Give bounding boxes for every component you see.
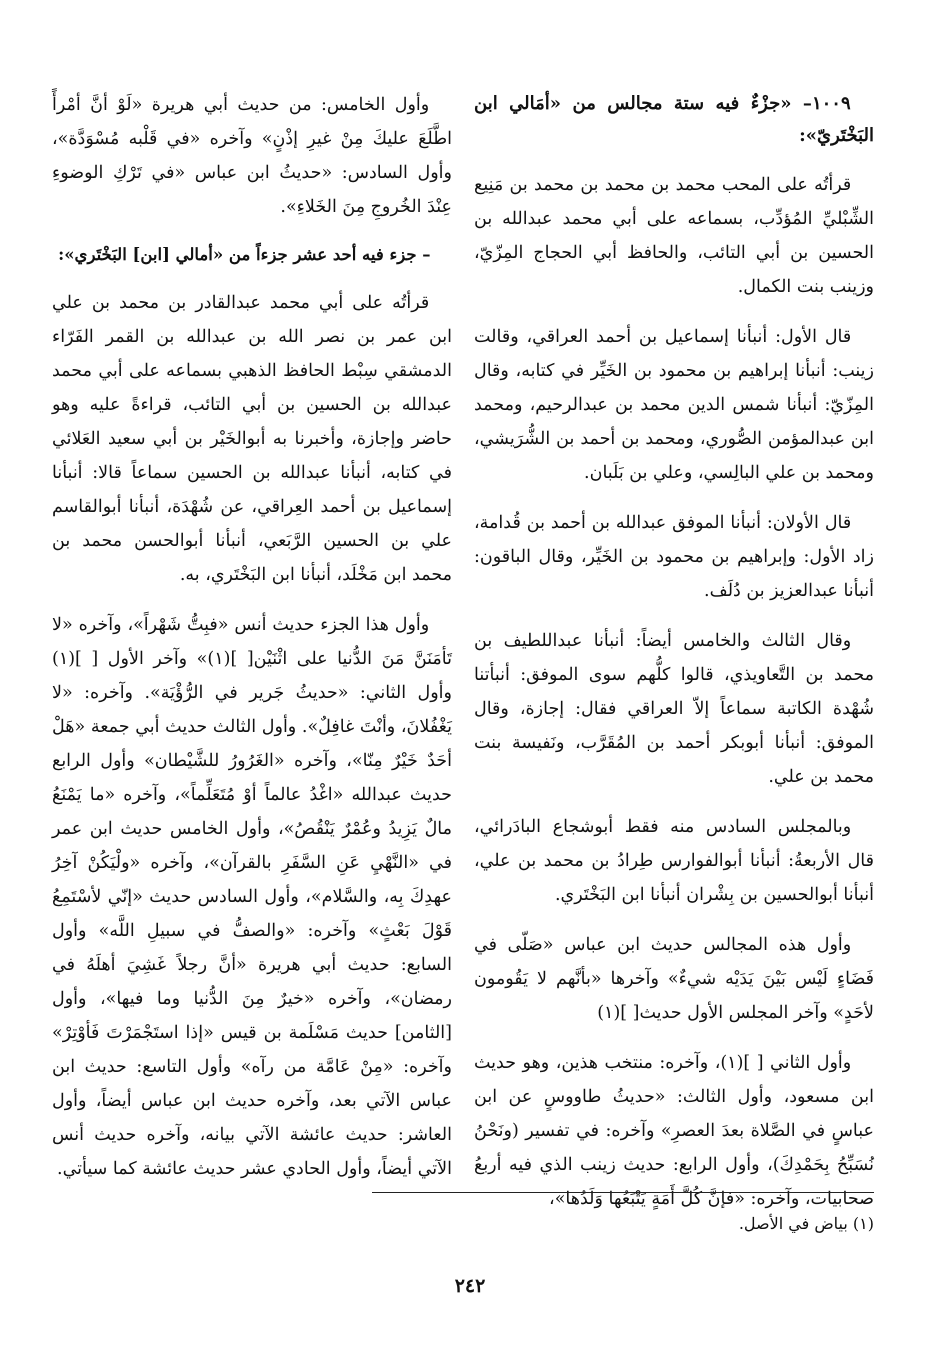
section-subheading: – جزء فيه أحد عشر جزءاً من «أمالي [ابن] البَخْتَري»: — [58, 245, 431, 264]
paragraph: وبالمجلس السادس منه فقط أبوشجاع البادَرائي، قال الأربعةُ: أنبأنا أبوالفوارس طِرادُ بن محمد بن علي، أنبأنا أبوالحسين بن بِشْران أنبأنا ابن البَخْتَري. — [474, 817, 874, 905]
paragraph: وأول الخامس: من حديث أبي هريرة «لَوْ أنَّ أمْرأً اطَّلَعَ عليكَ مِنْ غيرِ إذْنٍ» وآخره «في قَلْبه مُسْوَدَّة»، وأول السادس: «حديثُ ابن عباس «في تَرْكِ الوضوءِ عِنْدَ الخُروجِ مِنَ الخَلاءِ». — [52, 95, 452, 217]
footnote: (١) بياض في الأصل. — [738, 1214, 874, 1233]
paragraph: وقال الثالث والخامس أيضاً: أنبأنا عبداللطيف بن محمد بن التَّعاويذي، قالوا كلُّهم سوى الموفق: أنبأتنا شُهْدة الكاتبة سماعاً إلاّ العراقي فقال: إجازة، وقال الموفق: أنبأنا أبوبكر أحمد بن المُقَرَّب، ونَفيسة بنت محمد بن علي. — [474, 631, 874, 787]
paragraph: وأول هذه المجالس حديث ابن عباس «صَلّى في فَضَاءٍ لَيْس بَيْنَ يَدَيْه شيءٌ» وآخرها «بأنَّهم لا يَقُومون لأحَدٍ» وآخر المجلس الأول حديث[ ](١) — [474, 935, 874, 1023]
paragraph: قال الأول: أنبأنا إسماعيل بن أحمد العراقي، وقالت زينب: أنبأنا إبراهيم بن محمود بن الخَيِّر في كتابه، وقال المِزّيّ: أنبأنا شمس الدين محمد بن عبدالرحيم، ومحمد ابن عبدالمؤمن الصُّوري، ومحمد بن أحمد بن الشُّرَيشي، ومحمد بن علي البالِسي، وعلي بن بَلَبان. — [474, 327, 874, 483]
page-number: ٢٤٢ — [454, 1275, 486, 1297]
paragraph: وأول الثاني [ ](١)، وآخره: منتخب هذين، وهو حديث ابن مسعود، وأول الثالث: «حديثُ طاووسٍ عن ابن عباسٍ في الصَّلاة بعدَ العصرِ» وآخره: في تفسير (ونَحْنُ نُسَبِّحُ بِحَمْدِكَ)، وأول الرابع: حديث زينب الذي فيه أربعُ صحابيات، وآخره: «فإنَّ كُلَّ أَمَةٍ يَتْبَعُها وَلَدُها»، — [474, 1053, 874, 1209]
paragraph: قرأتُه على أبي محمد عبدالقادر بن محمد بن علي ابن عمر بن نصر الله بن عبدالله بن القمر الفَرّاء الدمشقي سِبْط الحافظ الذهبي بسماعه على أبي محمد عبدالله بن الحسين بن أبي التائب، قراءةً عليه وهو حاضر وإجازة، وأخبرنا به أبوالخَيْر بن أبي سعيد العَلائي في كتابه، أنبأنا عبدالله بن الحسين سماعاً قالا: أنبأنا إسماعيل بن أحمد العِراقي، عن شُهْدَة، أنبأنا أبوالقاسم علي بن الحسين الرَّبَعي، أنبأنا أبوالحسن محمد بن محمد ابن مَخْلَد، أنبأنا ابن البَخْتَري، به. — [52, 293, 452, 585]
right-column — [474, 88, 874, 1232]
left-column — [52, 88, 452, 1202]
footnote-divider — [372, 1192, 874, 1193]
paragraph: قرأتُه على المحب محمد بن محمد بن محمد بن مَنِيع الشِّبْليِّ المُؤدِّب، بسماعه على أبي محمد عبدالله بن الحسين بن أبي التائب، والحافظ أبي الحجاج المِزّيّ، وزينب بنت الكمال. — [474, 175, 874, 297]
entry-heading: ١٠٠٩– «جزْءٌ فيه ستة مجالس من «أمَالي ابن البَخْتَريّ»: — [474, 93, 874, 146]
paragraph: وأول هذا الجزء حديث أنس «فبِتُّ شَهْراً»، وآخره «لا تَأمَنَنَّ مَنَ الدُّنيا على اثْنَيْن[ ](١)» وآخر الأول [ ](١) وأول الثاني: «حديثُ جَرير في الرُّؤْيَة». وآخره: «لا يَغْفُلانَ، وأنْتَ غافِلٌ». وأول الثالث حديث أبي جمعة «هَلْ أحَدٌ خَيْرٌ مِنّا»، وآخره «الغَرُورُ للشَّيْطان» وأول الرابع حديث عبدالله «اغْدُ عالماً أوْ مُتَعَلِّماً»، وآخره «ما يَمْنَعُ مالٌ يَزِيدُ وعُمْرٌ يَنْقُصُ»، وأول الخامس حديث ابن عمر في «النَّهْيِ عَنِ السَّفَرِ بالقرآن»، وآخره «ولْيَكُنْ آخِرُ عهدِكَ بِه، والسَّلام»، وأول السادس حديث «إنّي لأسْتَمِعُ قَوْلَ بَعْثٍ» وآخره: «والصفُّ في سبيلِ اللَّه» وأول السابع: حديث أبي هريرة «أنَّ رجلاً غَشِيَ أهلَهُ في رمضان»، وآخره «خيرٌ مِنَ الدُّنيا وما فيها»، وأول [الثامن] حديث مَسْلَمة بن قيس «إذا استَجْمَرْتَ فَأوْتِرْ» وآخره: «مِنْ عَامَّة من رآه» وأول التاسع: حديث ابن عباس الآتي بعد، وآخره حديث ابن عباس أيضاً، وأول العاشر: حديث عائشة الآتي بيانه، وآخره حديث أنس الآتي أيضاً، وأول الحادي عشر حديث عائشة كما سيأتي. — [52, 615, 452, 1179]
paragraph: قال الأولان: أنبأنا الموفق عبدالله بن أحمد بن قُدامة، زاد الأول: وإبراهيم بن محمود بن الخَيِّر، وقال الباقون: أنبأنا عبدالعزيز بن دُلَف. — [474, 513, 874, 601]
